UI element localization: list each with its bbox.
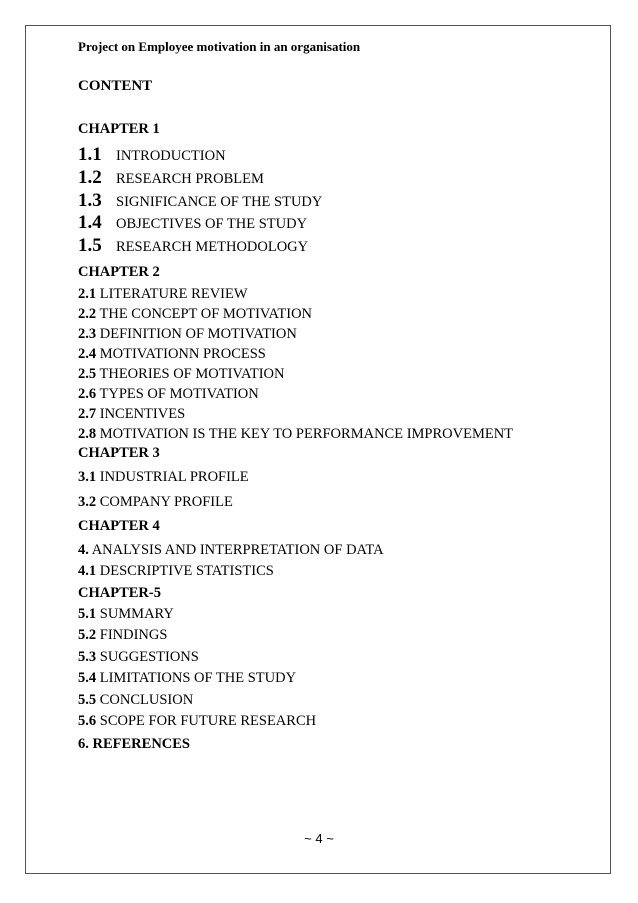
toc-entry-2-3: [78, 326, 297, 343]
entry-label: TYPES OF MOTIVATION: [96, 386, 259, 402]
toc-entry-1-4: [78, 212, 307, 234]
entry-label: SUGGESTIONS: [96, 649, 199, 665]
entry-label: RESEARCH PROBLEM: [116, 171, 264, 187]
chapter-1-heading: CHAPTER 1: [78, 121, 160, 137]
entry-number: 3.1: [78, 469, 97, 485]
entry-label: COMPANY PROFILE: [96, 494, 233, 510]
entry-number: 2.5: [78, 366, 97, 382]
entry-label: SCOPE FOR FUTURE RESEARCH: [96, 713, 317, 729]
chapter-4-heading: CHAPTER 4: [78, 518, 160, 534]
entry-number: 2.2: [78, 306, 97, 322]
entry-label: ANALYSIS AND INTERPRETATION OF DATA: [88, 542, 384, 558]
entry-label: OBJECTIVES OF THE STUDY: [116, 216, 308, 232]
toc-entry-1-1: [78, 144, 226, 166]
entry-number: 5.5: [78, 692, 97, 708]
toc-entry-2-6: [78, 386, 259, 403]
entry-label: MOTIVATION IS THE KEY TO PERFORMANCE IMPROVEMENT: [96, 426, 514, 442]
entry-number: 5.1: [78, 606, 97, 622]
toc-entry-2-7: [78, 406, 185, 423]
entry-number: 2.4: [78, 346, 97, 362]
entry-number: 1.3: [78, 190, 102, 211]
toc-entry-1-5: [78, 235, 308, 257]
toc-entry-2-4: [78, 346, 266, 363]
entry-label: MOTIVATIONN PROCESS: [96, 346, 266, 362]
content-title: CONTENT: [78, 78, 153, 94]
entry-number: 1.1: [78, 144, 102, 165]
references-entry: 6. REFERENCES: [78, 736, 190, 752]
chapter-3-heading: CHAPTER 3: [78, 445, 160, 461]
entry-label: RESEARCH METHODOLOGY: [116, 239, 309, 255]
toc-entry-3-1: [78, 469, 249, 486]
entry-number: 5.2: [78, 627, 97, 643]
entry-label: INCENTIVES: [96, 406, 186, 422]
toc-entry-5-5: [78, 692, 193, 709]
entry-number: 2.1: [78, 286, 97, 302]
entry-number: 5.6: [78, 713, 97, 729]
toc-entry-5-4: [78, 670, 296, 687]
toc-entry-4-1: [78, 563, 274, 580]
entry-number: 2.8: [78, 426, 97, 442]
entry-label: SIGNIFICANCE OF THE STUDY: [116, 194, 323, 210]
toc-entry-5-6: [78, 713, 316, 730]
entry-label: FINDINGS: [96, 627, 168, 643]
entry-number: 3.2: [78, 494, 97, 510]
entry-label: LITERATURE REVIEW: [96, 286, 248, 302]
entry-number: 1.4: [78, 212, 102, 233]
entry-label: DEFINITION OF MOTIVATION: [96, 326, 297, 342]
toc-entry-2-2: [78, 306, 312, 323]
toc-entry-2-8: [78, 426, 513, 443]
entry-label: SUMMARY: [96, 606, 174, 622]
toc-entry-4: [78, 542, 384, 559]
entry-number: 5.3: [78, 649, 97, 665]
entry-label: THE CONCEPT OF MOTIVATION: [96, 306, 313, 322]
toc-entry-3-2: [78, 494, 233, 511]
toc-entry-5-3: [78, 649, 199, 666]
page-number: ~ 4 ~: [304, 831, 334, 846]
toc-entry-5-2: [78, 627, 167, 644]
toc-entry-2-5: [78, 366, 285, 383]
page-header: Project on Employee motivation in an organisation: [78, 39, 361, 54]
entry-number: 2.6: [78, 386, 97, 402]
entry-number: 2.7: [78, 406, 97, 422]
toc-entry-5-1: [78, 606, 174, 623]
chapter-2-heading: CHAPTER 2: [78, 264, 160, 280]
toc-entry-2-1: [78, 286, 248, 303]
toc-entry-1-3: [78, 190, 322, 212]
entry-label: INDUSTRIAL PROFILE: [96, 469, 249, 485]
entry-label: DESCRIPTIVE STATISTICS: [96, 563, 274, 579]
entry-number: 5.4: [78, 670, 97, 686]
entry-label: LIMITATIONS OF THE STUDY: [96, 670, 297, 686]
toc-entry-1-2: [78, 167, 264, 189]
entry-number: 2.3: [78, 326, 97, 342]
chapter-5-heading: CHAPTER-5: [78, 585, 161, 601]
entry-number: 4.: [78, 542, 89, 558]
entry-number: 1.2: [78, 167, 102, 188]
entry-number: 4.1: [78, 563, 97, 579]
entry-label: INTRODUCTION: [116, 148, 226, 164]
entry-label: THEORIES OF MOTIVATION: [96, 366, 285, 382]
entry-label: CONCLUSION: [96, 692, 194, 708]
entry-number: 1.5: [78, 235, 102, 256]
